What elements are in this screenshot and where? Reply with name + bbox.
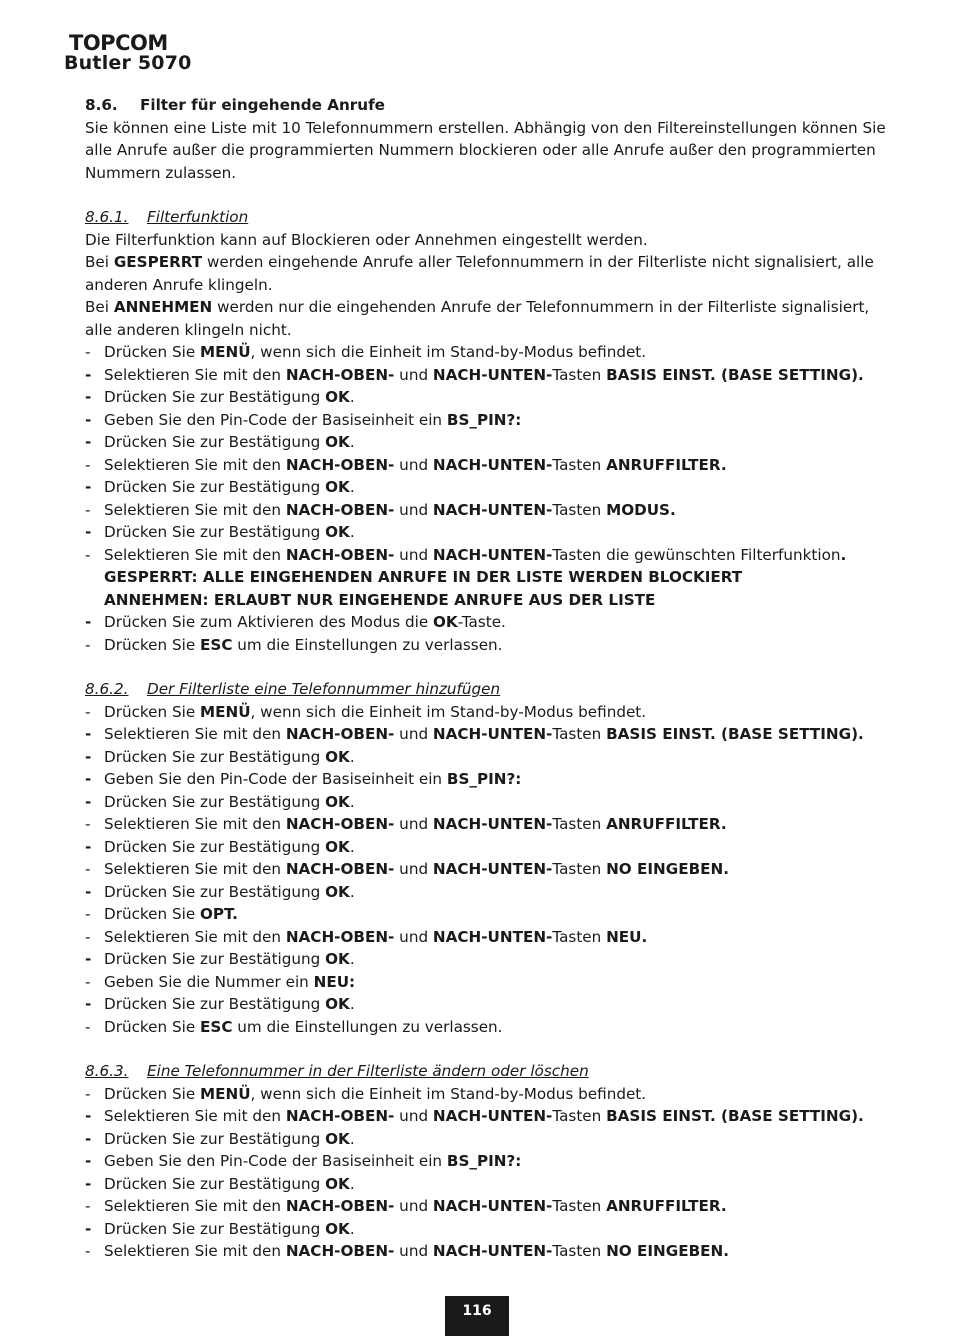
step-item: [85, 566, 895, 589]
bold-term: ANRUFFILTER.: [606, 815, 727, 833]
dash-marker: -: [85, 1017, 91, 1036]
step-item: [85, 454, 895, 477]
text-segment: , wenn sich die Einheit im Stand-by-Modus befindet.: [250, 702, 647, 721]
step-item: [85, 836, 895, 859]
bold-term: NACH-UNTEN-: [432, 927, 553, 946]
section-title: Filter für eingehende Anrufe: [140, 96, 385, 114]
bold-term: BASIS EINST. (BASE SETTING).: [606, 365, 864, 384]
text-segment: Drücken Sie zur Bestätigung: [104, 747, 326, 766]
text-segment: .: [349, 523, 355, 541]
step-item: [85, 746, 895, 769]
text-segment: Geben Sie die Nummer ein: [104, 972, 314, 991]
step-item: [85, 1105, 895, 1128]
model-name: Butler 5070: [64, 52, 192, 74]
step-item: [85, 1195, 895, 1218]
step-item: [85, 1173, 895, 1196]
steps-list-3: [85, 1083, 895, 1263]
dash-marker: -: [85, 972, 91, 991]
text-segment: Drücken Sie: [104, 1017, 200, 1036]
bold-term: NEU:: [313, 972, 356, 991]
bold-term: NACH-UNTEN-: [432, 725, 553, 743]
bold-term: NACH-UNTEN-: [432, 545, 553, 564]
step-item: [85, 768, 895, 791]
text-segment: Drücken Sie zur Bestätigung: [104, 837, 326, 856]
dash-marker: -: [85, 792, 92, 811]
text-segment: Selektieren Sie mit den: [104, 860, 286, 878]
bold-term: NACH-UNTEN-: [432, 815, 553, 833]
text-segment: Selektieren Sie mit den: [104, 500, 286, 519]
dash-marker: -: [85, 1084, 91, 1103]
steps-list-1: [85, 341, 895, 656]
text-segment: und: [394, 455, 433, 474]
section-intro: Sie können eine Liste mit 10 Telefonnummern erstellen. Abhängig von den Filtereinstellungen können Sie alle Anrufe außer die programmierten Nummern blockieren oder alle Anrufe außer den programmierten Nummern zulassen.: [85, 118, 886, 182]
text-segment: Drücken Sie zur Bestätigung: [104, 1129, 326, 1148]
text-segment: um die Einstellungen zu verlassen.: [232, 635, 503, 654]
text-segment: Drücken Sie zur Bestätigung: [104, 1219, 326, 1238]
bold-term: OK: [325, 995, 350, 1013]
bold-term: BS_PIN?:: [446, 410, 522, 429]
text-segment: Drücken Sie zur Bestätigung: [104, 882, 326, 901]
text-segment: Drücken Sie zur Bestätigung: [104, 478, 326, 496]
step-item: [85, 1016, 895, 1039]
text-segment: Drücken Sie: [104, 905, 200, 923]
subsection-heading-1: [85, 206, 895, 229]
subsection-title: Eine Telefonnummer in der Filterliste ändern oder löschen: [147, 1062, 589, 1080]
text-segment: Tasten: [552, 1242, 607, 1260]
step-item: [85, 476, 895, 499]
bold-term: NO EINGEBEN.: [606, 1242, 729, 1260]
text-segment: Drücken Sie zum Aktivieren des Modus die: [104, 613, 433, 631]
bold-term: NACH-OBEN-: [285, 1107, 395, 1125]
text-segment: und: [394, 1242, 433, 1260]
bold-term: OK: [325, 388, 350, 406]
text-segment: .: [349, 837, 355, 856]
dash-marker: -: [85, 500, 91, 519]
blocked-description: [85, 251, 895, 296]
step-item: [85, 364, 895, 387]
bold-term: ANNEHMEN: [113, 298, 213, 316]
text-segment: werden eingehende Anrufe aller Telefonnummern in der Filterliste nicht signalisiert, alle anderen Anrufe klingeln.: [85, 253, 874, 294]
text-segment: und: [394, 927, 433, 946]
text-segment: Tasten: [552, 927, 607, 946]
dash-marker: -: [85, 613, 92, 631]
text-segment: Drücken Sie zur Bestätigung: [104, 950, 326, 968]
subsection-heading-3: [85, 1060, 895, 1083]
text-segment: Tasten: [552, 500, 607, 519]
text-segment: Tasten: [552, 860, 607, 878]
text-segment: und: [394, 860, 433, 878]
subsection-number: 8.6.2.: [85, 680, 129, 698]
text-segment: Bei: [85, 298, 114, 316]
dash-marker: -: [85, 770, 92, 788]
text-segment: Drücken Sie zur Bestätigung: [104, 792, 326, 811]
bold-term: NACH-UNTEN-: [432, 365, 553, 384]
dash-marker: -: [85, 815, 91, 833]
filter-description: Die Filterfunktion kann auf Blockieren oder Annehmen eingestellt werden.: [85, 230, 648, 249]
dash-marker: -: [85, 882, 92, 901]
bold-term: OPT.: [200, 905, 238, 923]
bold-term: GESPERRT: [113, 253, 203, 271]
text-segment: Drücken Sie: [104, 702, 200, 721]
bold-term: MENÜ: [200, 1084, 251, 1103]
text-segment: Tasten: [552, 1197, 607, 1215]
bold-term: NACH-OBEN-: [285, 1242, 395, 1260]
bold-term: NACH-OBEN-: [285, 725, 395, 743]
bold-term: NACH-OBEN-: [285, 927, 395, 946]
bold-term: NACH-OBEN-: [285, 1197, 395, 1215]
text-segment: Drücken Sie: [104, 635, 200, 654]
step-item: [85, 993, 895, 1016]
text-segment: Drücken Sie zur Bestätigung: [104, 433, 326, 451]
step-item: [85, 1218, 895, 1241]
dash-marker: -: [85, 433, 92, 451]
text-segment: Selektieren Sie mit den: [104, 1197, 286, 1215]
step-item: [85, 499, 895, 522]
text-segment: .: [349, 1219, 355, 1238]
text-segment: und: [394, 725, 433, 743]
bold-term: BASIS EINST. (BASE SETTING).: [606, 1107, 864, 1125]
dash-marker: -: [85, 927, 91, 946]
bold-term: BS_PIN?:: [446, 770, 522, 788]
dash-marker: -: [85, 860, 91, 878]
bold-term: OK: [325, 837, 350, 856]
text-segment: Drücken Sie zur Bestätigung: [104, 1174, 326, 1193]
bold-term: NACH-UNTEN-: [432, 455, 553, 474]
text-segment: und: [394, 500, 433, 519]
text-segment: und: [394, 545, 433, 564]
dash-marker: -: [85, 523, 92, 541]
dash-marker: -: [85, 995, 92, 1013]
text-segment: Selektieren Sie mit den: [104, 815, 286, 833]
bold-term: OK: [325, 882, 350, 901]
text-segment: .: [349, 433, 355, 451]
manual-content: [85, 94, 895, 1263]
bold-term: OK: [325, 523, 350, 541]
dash-marker: -: [85, 725, 92, 743]
bold-term: NACH-OBEN-: [285, 365, 395, 384]
section-heading: [85, 94, 895, 117]
text-segment: Drücken Sie zur Bestätigung: [104, 388, 326, 406]
bold-term: NACH-OBEN-: [285, 500, 395, 519]
text-segment: , wenn sich die Einheit im Stand-by-Modus befindet.: [250, 1084, 647, 1103]
text-segment: Drücken Sie zur Bestätigung: [104, 995, 326, 1013]
step-item: [85, 701, 895, 724]
text-segment: .: [349, 792, 355, 811]
text-segment: Selektieren Sie mit den: [104, 725, 286, 743]
text-segment: , wenn sich die Einheit im Stand-by-Modus befindet.: [250, 343, 647, 361]
page-number: 116: [445, 1296, 509, 1336]
step-item: [85, 1240, 895, 1263]
steps-list-2: [85, 701, 895, 1039]
dash-marker: -: [85, 545, 91, 564]
bold-term: BS_PIN?:: [446, 1152, 522, 1170]
step-item: [85, 521, 895, 544]
text-segment: -Taste.: [457, 613, 506, 631]
text-segment: Geben Sie den Pin-Code der Basiseinheit ein: [104, 410, 447, 429]
subsection-number: 8.6.3.: [85, 1062, 129, 1080]
subsection-heading-2: [85, 678, 895, 701]
text-segment: und: [394, 365, 433, 384]
bold-term: OK: [325, 1219, 350, 1238]
step-item: [85, 926, 895, 949]
text-segment: werden nur die eingehenden Anrufe der Telefonnummern in der Filterliste signalisiert, alle anderen klingeln nicht.: [85, 298, 870, 339]
bold-term: NACH-UNTEN-: [432, 1197, 553, 1215]
dash-marker: -: [85, 1197, 91, 1215]
dash-marker: -: [85, 1152, 92, 1170]
text-segment: um die Einstellungen zu verlassen.: [232, 1017, 503, 1036]
text-segment: Geben Sie den Pin-Code der Basiseinheit ein: [104, 770, 447, 788]
step-item: [85, 634, 895, 657]
bold-term: OK: [325, 792, 350, 811]
text-segment: Tasten: [552, 455, 607, 474]
text-segment: und: [394, 1107, 433, 1125]
step-item: [85, 386, 895, 409]
bold-term: MODUS.: [606, 500, 676, 519]
subsection-title: Filterfunktion: [147, 208, 249, 226]
bold-term: ESC: [200, 635, 233, 654]
bold-term: GESPERRT: ALLE EINGEHENDEN ANRUFE IN DER LISTE WERDEN BLOCKIERT: [104, 568, 743, 586]
step-item: [85, 858, 895, 881]
text-segment: .: [349, 950, 355, 968]
bold-term: OK: [433, 613, 458, 631]
bold-term: NACH-UNTEN-: [432, 1242, 553, 1260]
step-item: [85, 881, 895, 904]
dash-marker: -: [85, 837, 92, 856]
bold-term: ANRUFFILTER.: [606, 1197, 727, 1215]
text-segment: .: [349, 1129, 355, 1148]
text-segment: .: [349, 882, 355, 901]
dash-marker: -: [85, 388, 92, 406]
step-item: [85, 948, 895, 971]
text-segment: .: [349, 995, 355, 1013]
bold-term: .: [840, 545, 847, 564]
bold-term: MENÜ: [200, 343, 251, 361]
bold-term: BASIS EINST. (BASE SETTING).: [606, 725, 864, 743]
bold-term: NACH-UNTEN-: [432, 500, 553, 519]
text-segment: Drücken Sie: [104, 343, 200, 361]
dash-marker: -: [85, 702, 91, 721]
text-segment: Selektieren Sie mit den: [104, 1107, 286, 1125]
dash-marker: -: [85, 365, 92, 384]
bold-term: OK: [325, 747, 350, 766]
dash-marker: -: [85, 343, 91, 361]
step-item: [85, 431, 895, 454]
text-segment: .: [349, 747, 355, 766]
bold-term: NACH-OBEN-: [285, 815, 395, 833]
subsection-title: Der Filterliste eine Telefonnummer hinzufügen: [147, 680, 501, 698]
step-item: [85, 903, 895, 926]
step-item: [85, 544, 895, 567]
text-segment: Selektieren Sie mit den: [104, 455, 286, 474]
subsection-number: 8.6.1.: [85, 208, 129, 226]
dash-marker: -: [85, 1219, 92, 1238]
dash-marker: -: [85, 478, 92, 496]
text-segment: Tasten: [552, 365, 607, 384]
step-item: [85, 791, 895, 814]
accept-description: [85, 296, 895, 341]
bold-term: ESC: [200, 1017, 233, 1036]
text-segment: Selektieren Sie mit den: [104, 1242, 286, 1260]
dash-marker: -: [85, 1174, 92, 1193]
brand-logo-text: TOPCOM: [69, 31, 168, 54]
dash-marker: -: [85, 950, 92, 968]
dash-marker: -: [85, 455, 91, 474]
text-segment: .: [349, 1174, 355, 1193]
text-segment: Selektieren Sie mit den: [104, 927, 286, 946]
bold-term: NACH-OBEN-: [285, 860, 395, 878]
step-item: [85, 723, 895, 746]
dash-marker: -: [85, 1242, 91, 1260]
step-item: [85, 1150, 895, 1173]
step-item: [85, 1128, 895, 1151]
text-segment: Tasten: [552, 1107, 607, 1125]
dash-marker: -: [85, 635, 91, 654]
dash-marker: -: [85, 1129, 92, 1148]
bold-term: OK: [325, 950, 350, 968]
text-segment: Drücken Sie: [104, 1084, 200, 1103]
step-item: [85, 813, 895, 836]
step-item: [85, 589, 895, 612]
text-segment: Bei: [85, 253, 114, 271]
dash-marker: -: [85, 747, 92, 766]
text-segment: Geben Sie den Pin-Code der Basiseinheit ein: [104, 1152, 447, 1170]
text-segment: Drücken Sie zur Bestätigung: [104, 523, 326, 541]
bold-term: ANRUFFILTER.: [606, 455, 727, 474]
bold-term: OK: [325, 1129, 350, 1148]
text-segment: .: [349, 478, 355, 496]
brand-logo: [69, 30, 169, 54]
dash-marker: -: [85, 905, 91, 923]
text-segment: und: [394, 1197, 433, 1215]
bold-term: MENÜ: [200, 702, 251, 721]
text-segment: Tasten die gewünschten Filterfunktion: [552, 545, 841, 564]
step-item: [85, 409, 895, 432]
text-segment: Selektieren Sie mit den: [104, 365, 286, 384]
bold-term: ANNEHMEN: ERLAUBT NUR EINGEHENDE ANRUFE AUS DER LISTE: [104, 590, 656, 609]
section-number: 8.6.: [85, 96, 118, 114]
bold-term: NO EINGEBEN.: [606, 860, 729, 878]
step-item: [85, 611, 895, 634]
step-item: [85, 971, 895, 994]
bold-term: NACH-OBEN-: [285, 545, 395, 564]
text-segment: .: [349, 388, 355, 406]
bold-term: OK: [325, 478, 350, 496]
bold-term: NACH-OBEN-: [285, 455, 395, 474]
dash-marker: -: [85, 410, 92, 429]
bold-term: NACH-UNTEN-: [432, 860, 553, 878]
step-item: [85, 1083, 895, 1106]
dash-marker: -: [85, 1107, 92, 1125]
bold-term: NACH-UNTEN-: [432, 1107, 553, 1125]
text-segment: Selektieren Sie mit den: [104, 545, 286, 564]
bold-term: OK: [325, 1174, 350, 1193]
step-item: [85, 341, 895, 364]
bold-term: NEU.: [606, 927, 648, 946]
text-segment: Tasten: [552, 815, 607, 833]
text-segment: Tasten: [552, 725, 607, 743]
bold-term: OK: [325, 433, 350, 451]
text-segment: und: [394, 815, 433, 833]
